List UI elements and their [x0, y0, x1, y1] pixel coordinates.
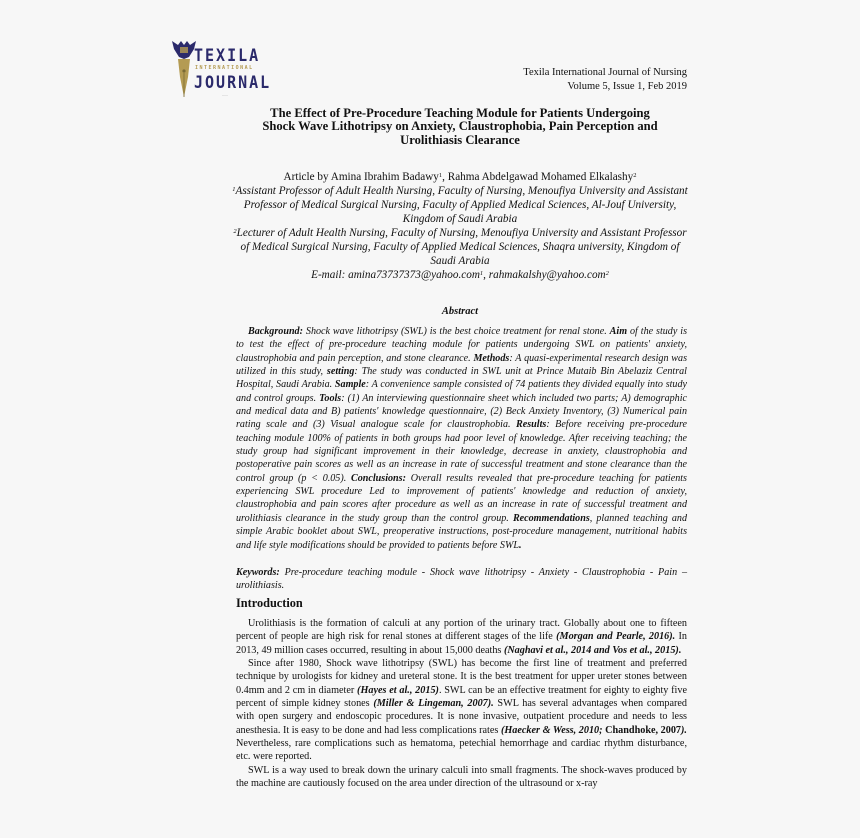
logo-text-texila: TEXILA: [194, 44, 261, 66]
byline: [232, 170, 688, 184]
keywords: [236, 566, 687, 592]
citation: (Miller & Lingeman, 2007).: [373, 698, 494, 710]
author-sup: 2: [633, 172, 637, 179]
journal-logo: [172, 39, 272, 101]
pen-nib-logo-icon: [172, 39, 196, 101]
label-recommendations: Recommendations: [512, 512, 590, 524]
title-line: The Effect of Pre-Procedure Teaching Module for Patients Undergoing: [270, 106, 650, 120]
paragraph: [236, 657, 687, 764]
citation: Chandhoke, 2007: [602, 724, 682, 736]
email-label: E-mail:: [311, 269, 349, 281]
text: Urolithiasis is the formation of calculi at any portion of the urinary tract. Globally about one to fifteen percent of people are high risk for renal stones at different stages of the life: [236, 618, 687, 643]
text-conclusions: Overall results revealed that pre-procedure teaching for patients experiencing SWL procedure Led to improvement of patients' knowledge and reduction of anxiety, claustrophobia and pain scores after procedure as well as an increase in rate of successful treatment and urolithiasis clearance in the study group than the control group.: [236, 472, 687, 524]
logo-text-journal: JOURNAL: [194, 71, 272, 93]
citation: (Hayes et al., 2015): [357, 684, 439, 696]
citation: (Haecker & Wess, 2010;: [500, 724, 603, 736]
introduction-heading: Introduction: [236, 596, 303, 610]
affiliation-text: Assistant Professor of Adult Health Nursing, Faculty of Nursing, Menoufiya University and Assistant Professor of Medical Surgical Nursing, Faculty of Applied Medical Sciences, Al-Jouf University, Kingdom of Saudi Arabia: [235, 185, 688, 225]
text-methods: : A quasi-experimental research design was utilized in this study,: [236, 352, 687, 378]
text-tools: : (1) An interviewing questionnaire sheet which included two parts; A) demographic and medical data and B) patients' knowledge questionnaire, (2) Beck Anxiety Inventory, (3) Numerical pain rating scale and (3) Visual analogue scale for claustrophobia.: [236, 392, 688, 431]
email-link-1[interactable]: amina73737373@yahoo.com: [348, 269, 480, 281]
label-setting: setting: [326, 366, 355, 378]
title-line: Urolithiasis Clearance: [400, 132, 520, 147]
label-aim: Aim: [609, 326, 628, 337]
email-sup: 1: [479, 270, 484, 277]
label-tools: Tools: [319, 392, 342, 404]
text-setting: : The study was conducted in SWL unit at Prince Mutaib Bin Abelaziz Central Hospital, Saudi Arabia.: [236, 366, 687, 391]
email-sup: 2: [605, 270, 609, 277]
label-background: Background:: [248, 326, 303, 337]
text-aim: of the study is to test the effect of pre-procedure teaching module for patients undergoing SWL on patients' anxiety, claustrophobia and pain perception, and stone clearance.: [236, 326, 687, 364]
journal-name: Texila International Journal of Nursing: [523, 67, 687, 78]
text-background: Shock wave lithotripsy (SWL) is the best choice treatment for renal stone.: [302, 326, 610, 337]
introduction-body: [236, 617, 687, 790]
journal-issue: Volume 5, Issue 1, Feb 2019: [567, 80, 687, 92]
text: In 2013, 49 million cases occurred, resulting in about 15,000 deaths: [236, 631, 688, 656]
email-link-2[interactable]: rahmakalshy@yahoo.com: [488, 269, 606, 281]
label-results: Results: [516, 419, 547, 431]
affiliation-text: Lecturer of Adult Health Nursing, Faculty of Nursing, Menoufiya University and Assistant Professor of Medical Surgical Nursing, Faculty of Applied Medical Sciences, Shaqra university, Kingdom of Saudi Arabia: [236, 227, 687, 267]
text-results: : Before receiving pre-procedure teaching module 100% of patients in both groups had poor level of knowledge. After receiving teaching; the study group had significant improvement in their knowledge, decrease in anxiety, claustrophobia and postoperative pain scores as well as an increase in rate of successful treatment and stone clearance than the control group (p < 0.05).: [236, 419, 687, 484]
text-sample: : A convenience sample consisted of 74 patients they divided equally into study and control groups.: [236, 379, 687, 404]
paragraph: [236, 617, 687, 657]
logo-text-international: INTERNATIONAL: [195, 65, 254, 71]
keywords-label: Keywords:: [236, 567, 280, 578]
email-line: [232, 268, 688, 282]
email-separator: ,: [483, 269, 489, 281]
citation: (Naghavi et al., 2014: [503, 644, 594, 656]
citation: and: [593, 644, 610, 656]
citation: Vos et al., 2015).: [609, 644, 682, 656]
label-methods: Methods: [473, 352, 510, 364]
author-sup: 1: [438, 172, 443, 179]
text: . SWL can be an effective treatment for eighty to eighty five percent of simple kidney stones: [236, 684, 687, 710]
affiliation-2: [232, 226, 688, 268]
affiliation-sup: 2: [233, 228, 237, 235]
affiliation-1: [232, 184, 688, 226]
paragraph: [236, 764, 687, 791]
byline-prefix: Article by: [283, 171, 331, 183]
abstract-heading: Abstract: [441, 306, 479, 317]
text: Since after 1980, Shock wave lithotripsy (SWL) has become the first line of treatment and preferred technique by urologists for kidney and ureteral stone. It is the best treatment for upper ureter stones between 0.4mm and 2 cm in diameter: [236, 658, 687, 696]
text-recommendations: , planned teaching and simple Arabic booklet about SWL, preoperative instructions, post-procedure management, nutritional habits and life style modifications should be provided to patients before SWL: [236, 512, 687, 551]
label-sample: Sample: [334, 379, 366, 391]
logo-tagline: ......: [222, 93, 228, 97]
citation: ).: [681, 724, 687, 736]
text: Nevertheless, rare complications such as hematoma, petechial hemorrhage and cardiac rhythm disturbance, etc. were reported.: [236, 738, 687, 763]
text: SWL has several advantages when compared with open surgery and endoscopic procedures. It is none invasive, outpatient procedure and needs to less anesthesia. It is easy to be done and had less complications rates: [236, 698, 687, 736]
author-block: [232, 170, 688, 282]
abstract-body: [236, 325, 687, 552]
keywords-text: Pre-procedure teaching module - Shock wave lithotripsy - Anxiety - Claustrophobia - Pain – urolithiasis.: [236, 567, 687, 591]
article-title: [232, 107, 688, 147]
citation: (Morgan and Pearle, 2016).: [556, 631, 676, 643]
author-separator: ,: [442, 171, 448, 183]
affiliation-sup: 1: [232, 186, 236, 193]
text: SWL is a way used to break down the urinary calculi into small fragments. The shock-waves produced by the machine are cautiously focused on the area under direction of the ultrasound or x-ray: [236, 764, 687, 790]
title-line: Shock Wave Lithotripsy on Anxiety, Claustrophobia, Pain Perception and: [262, 119, 658, 134]
final-period: .: [518, 539, 522, 551]
journal-header: [523, 66, 687, 93]
author-name: Amina Ibrahim Badawy: [330, 171, 439, 183]
author-name: Rahma Abdelgawad Mohamed Elkalashy: [447, 171, 634, 183]
label-conclusions: Conclusions:: [350, 472, 406, 484]
